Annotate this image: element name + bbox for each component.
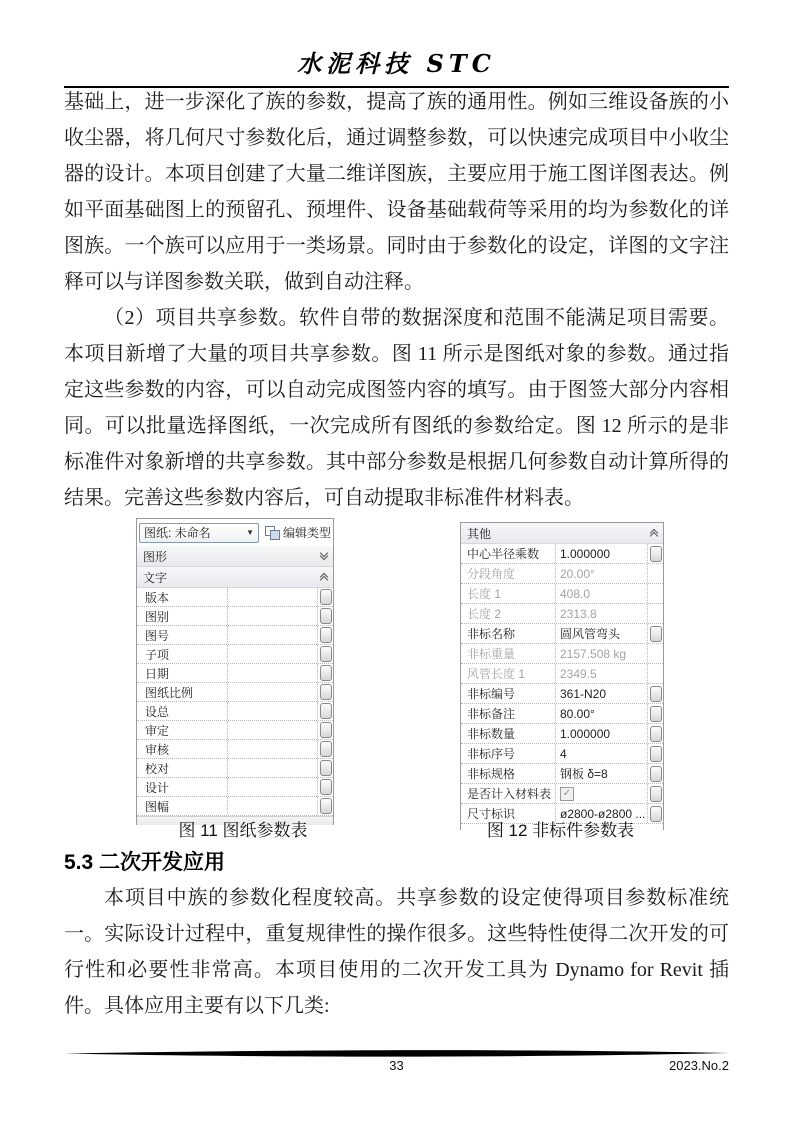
property-label: 图幅: [145, 799, 170, 814]
property-label: 日期: [145, 666, 170, 681]
property-row: [461, 684, 663, 704]
property-row: [461, 584, 663, 604]
associate-parameter-button[interactable]: [320, 684, 332, 700]
figure11-caption: 图 11 图纸参数表: [178, 821, 308, 840]
property-row: [137, 607, 333, 626]
property-value-field[interactable]: [227, 778, 317, 796]
journal-title: 水泥科技 STC: [297, 49, 496, 78]
section-header-other[interactable]: [461, 523, 663, 544]
section-header-graphics[interactable]: [137, 546, 333, 567]
checked-checkbox-icon[interactable]: ✓: [560, 787, 574, 801]
associate-parameter-button[interactable]: [320, 798, 332, 814]
property-row: [137, 797, 333, 816]
property-value-field[interactable]: [227, 683, 317, 701]
associate-parameter-button[interactable]: [320, 646, 332, 662]
property-label: 是否计入材料表: [467, 787, 552, 801]
edit-type-icon: [265, 526, 280, 539]
associate-parameter-button[interactable]: [320, 589, 332, 605]
property-value-field[interactable]: [227, 702, 317, 720]
property-label: 非标数量: [467, 727, 516, 741]
section-label: 其他: [467, 526, 492, 541]
property-value-field[interactable]: 1.000000: [555, 544, 647, 563]
figure12-properties-panel: [460, 522, 664, 830]
property-label: 非标名称: [467, 627, 516, 641]
property-row: [461, 644, 663, 664]
property-label: 设总: [145, 704, 170, 719]
property-label: 分段角度: [467, 567, 516, 581]
associate-parameter-button[interactable]: [320, 608, 332, 624]
property-value-field[interactable]: [227, 721, 317, 739]
property-value-readonly: 20.00°: [555, 564, 647, 583]
section-label: 图形: [143, 549, 168, 564]
property-label: 尺寸标识: [467, 807, 516, 821]
type-selector-row: [137, 519, 333, 546]
property-label: 版本: [145, 590, 170, 605]
property-label: 非标编号: [467, 687, 516, 701]
edit-type-label: 编辑类型: [283, 526, 332, 540]
property-value-readonly: 2349.5: [555, 664, 647, 683]
property-value-field[interactable]: 钢板 δ=8: [555, 764, 647, 783]
property-value-field[interactable]: [227, 759, 317, 777]
collapse-chevron-icon: [651, 530, 657, 536]
property-row: [461, 624, 663, 644]
property-value-field: [555, 784, 647, 803]
figure11-properties-panel: [136, 518, 334, 825]
type-selector-dropdown[interactable]: [139, 523, 259, 543]
property-label: 风管长度 1: [467, 667, 526, 681]
property-value-readonly: 408.0: [555, 584, 647, 603]
property-label: 设计: [145, 780, 170, 795]
property-label: 图纸比例: [145, 685, 194, 700]
property-value-readonly: 2313.8: [555, 604, 647, 623]
property-row: [461, 604, 663, 624]
property-row: [137, 759, 333, 778]
associate-parameter-button[interactable]: [650, 766, 662, 782]
associate-parameter-button[interactable]: [650, 726, 662, 742]
associate-parameter-button[interactable]: [320, 779, 332, 795]
property-row: [461, 544, 663, 564]
footer-rule: [64, 1046, 729, 1056]
property-label: 子项: [145, 647, 170, 662]
property-row: [137, 702, 333, 721]
section-label: 文字: [143, 570, 168, 585]
page-number: 33: [389, 1058, 404, 1073]
property-value-readonly: 2157.508 kg: [555, 644, 647, 663]
collapse-chevron-icon: [321, 574, 327, 580]
issue-label: 2023.No.2: [669, 1058, 729, 1073]
property-label: 中心半径乘数: [467, 547, 540, 561]
property-row: [461, 664, 663, 684]
edit-type-button[interactable]: [265, 524, 331, 541]
property-value-field[interactable]: [227, 607, 317, 625]
type-selector-value: 图纸: 未命名: [144, 526, 211, 540]
section-heading: 5.3 二次开发应用: [64, 851, 226, 874]
property-row: [137, 626, 333, 645]
property-label: 非标规格: [467, 767, 516, 781]
property-label: 图号: [145, 628, 170, 643]
associate-parameter-button[interactable]: [650, 706, 662, 722]
associate-parameter-button[interactable]: [320, 722, 332, 738]
associate-parameter-button[interactable]: [320, 741, 332, 757]
property-value-field[interactable]: 4: [555, 744, 647, 763]
expand-chevron-icon: [321, 553, 327, 559]
property-row: [137, 740, 333, 759]
associate-parameter-button[interactable]: [650, 626, 662, 642]
property-row: [461, 784, 663, 804]
property-value-field[interactable]: 80.00°: [555, 704, 647, 723]
body-paragraph-3: 本项目中族的参数化程度较高。共享参数的设定使得项目参数标准统一。实际设计过程中，重复规律性的操作很多。这些特性使得二次开发的可行性和必要性非常高。本项目使用的二次开发工具为 Dynamo for Revit 插件。具体应用主要有以下几类:: [64, 887, 729, 1017]
associate-parameter-button[interactable]: [320, 703, 332, 719]
associate-parameter-button[interactable]: [650, 546, 662, 562]
property-value-field[interactable]: [227, 797, 317, 815]
property-row: [137, 683, 333, 702]
property-row: [137, 588, 333, 607]
property-label: 图别: [145, 609, 170, 624]
dropdown-arrow-icon: ▼: [246, 528, 254, 537]
property-value-field[interactable]: 圆风管弯头: [555, 624, 647, 643]
property-label: 非标备注: [467, 707, 516, 721]
property-label: 审核: [145, 742, 170, 757]
property-row: [461, 564, 663, 584]
property-row: [461, 704, 663, 724]
property-row: [137, 664, 333, 683]
property-row: [461, 724, 663, 744]
property-value-field[interactable]: 1.000000: [555, 724, 647, 743]
section-header-text[interactable]: [137, 567, 333, 588]
property-value-field[interactable]: [227, 664, 317, 682]
body-paragraph-1: 基础上，进一步深化了族的参数，提高了族的通用性。例如三维设备族的小收尘器，将几何尺寸参数化后，通过调整参数，可以快速完成项目中小收尘器的设计。本项目创建了大量二维详图族，主要应用于施工图详图表达。例如平面基础图上的预留孔、预埋件、设备基础载荷等采用的均为参数化的详图族。一个族可以应用于一类场景。同时由于参数化的设定，详图的文字注释可以与详图参数关联，做到自动注释。: [64, 91, 729, 293]
property-label: 非标序号: [467, 747, 516, 761]
figure12-caption: 图 12 非标件参数表: [486, 821, 635, 840]
associate-parameter-button[interactable]: [320, 627, 332, 643]
property-row: [137, 778, 333, 797]
associate-parameter-button[interactable]: [320, 760, 332, 776]
property-row: [137, 645, 333, 664]
associate-parameter-button[interactable]: [650, 686, 662, 702]
property-label: 校对: [145, 761, 170, 776]
property-value-field[interactable]: ø2800-ø2800 ...: [555, 804, 647, 823]
body-paragraph-2: （2）项目共享参数。软件自带的数据深度和范围不能满足项目需要。本项目新增了大量的项目共享参数。图 11 所示是图纸对象的参数。通过指定这些参数的内容，可以自动完成图签内容的填写。由于图签大部分内容相同。可以批量选择图纸，一次完成所有图纸的参数给定。图 12 所示的是非标准件对象新增的共享参数。其中部分参数是根据几何参数自动计算所得的结果。完善这些参数内容后，可自动提取非标准件材料表。: [64, 307, 729, 509]
property-value-field[interactable]: 361-N20: [555, 684, 647, 703]
associate-parameter-button[interactable]: [650, 786, 662, 802]
property-value-field[interactable]: [227, 588, 317, 606]
property-value-field[interactable]: [227, 645, 317, 663]
associate-parameter-button[interactable]: [650, 746, 662, 762]
property-label: 非标重量: [467, 647, 516, 661]
associate-parameter-button[interactable]: [320, 665, 332, 681]
property-label: 审定: [145, 723, 170, 738]
property-row: [461, 744, 663, 764]
property-row: [461, 764, 663, 784]
property-label: 长度 1: [467, 587, 502, 601]
property-value-field[interactable]: [227, 626, 317, 644]
property-value-field[interactable]: [227, 740, 317, 758]
property-label: 长度 2: [467, 607, 502, 621]
property-row: [137, 721, 333, 740]
